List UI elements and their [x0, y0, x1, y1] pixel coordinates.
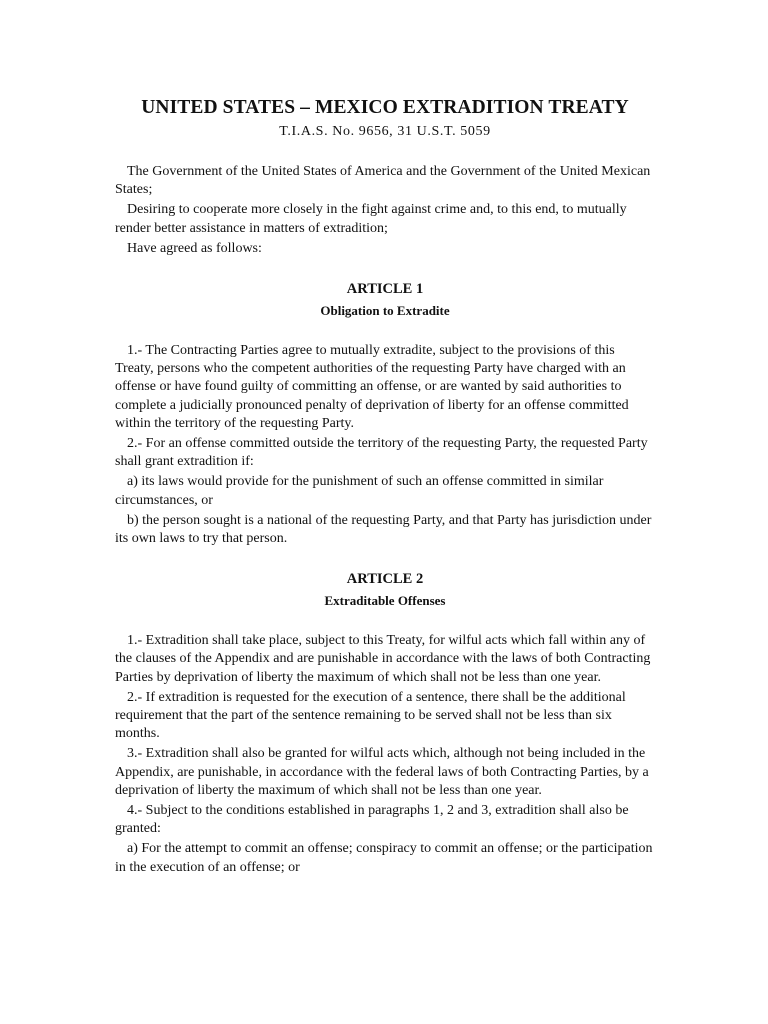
article-2-paragraph: 4.- Subject to the conditions established in paragraphs 1, 2 and 3, extradition shall also be granted:	[115, 803, 629, 837]
document-page	[115, 96, 655, 877]
article-1-paragraph: 1.- The Contracting Parties agree to mutually extradite, subject to the provisions of this Treaty, persons who the competent authorities of the requesting Party have charged with an offense or have found guilty of committing an offense, or are wanted by said authorities to complete a judicially pronounced penalty of deprivation of liberty for an offense committed within the territory of the requesting Party.	[115, 343, 629, 431]
article-2-heading: ARTICLE 2	[346, 571, 424, 588]
document-title: UNITED STATES – MEXICO EXTRADITION TREATY	[141, 97, 629, 118]
article-1-heading: ARTICLE 1	[346, 281, 424, 298]
article-2-subheading: Extraditable Offenses	[324, 593, 446, 609]
intro-paragraph: The Government of the United States of America and the Government of the United Mexican States;	[115, 164, 651, 198]
article-1-paragraph: a) its laws would provide for the punishment of such an offense committed in similar circumstances, or	[115, 474, 604, 508]
article-2-paragraph: 2.- If extradition is requested for the execution of a sentence, there shall be the additional requirement that the part of the sentence remaining to be served shall not be less than six months.	[115, 689, 626, 742]
article-2-paragraph: 3.- Extradition shall also be granted for wilful acts which, although not being included in the Appendix, are punishable, in accordance with the federal laws of both Contracting Parties, by a deprivation of liberty the maximum of which shall not be less than one year.	[115, 746, 649, 798]
document-citation: T.I.A.S. No. 9656, 31 U.S.T. 5059	[279, 124, 491, 139]
intro-paragraph: Desiring to cooperate more closely in the fight against crime and, to this end, to mutually render better assistance in matters of extradition;	[115, 202, 627, 236]
article-1-paragraph: 2.- For an offense committed outside the territory of the requesting Party, the requested Party shall grant extradition if:	[115, 436, 648, 470]
article-1-subheading: Obligation to Extradite	[320, 303, 450, 319]
article-2-paragraph: 1.- Extradition shall take place, subject to this Treaty, for wilful acts which fall within any of the clauses of the Appendix and are punishable in accordance with the laws of both Contracting Parties by deprivation of liberty the maximum of which shall not be less than one year.	[115, 633, 651, 685]
article-2-paragraph: a) For the attempt to commit an offense; conspiracy to commit an offense; or the participation in the execution of an offense; or	[115, 841, 653, 875]
article-1-paragraph: b) the person sought is a national of the requesting Party, and that Party has jurisdiction under its own laws to try that person.	[115, 512, 652, 547]
intro-paragraph: Have agreed as follows:	[127, 240, 262, 256]
